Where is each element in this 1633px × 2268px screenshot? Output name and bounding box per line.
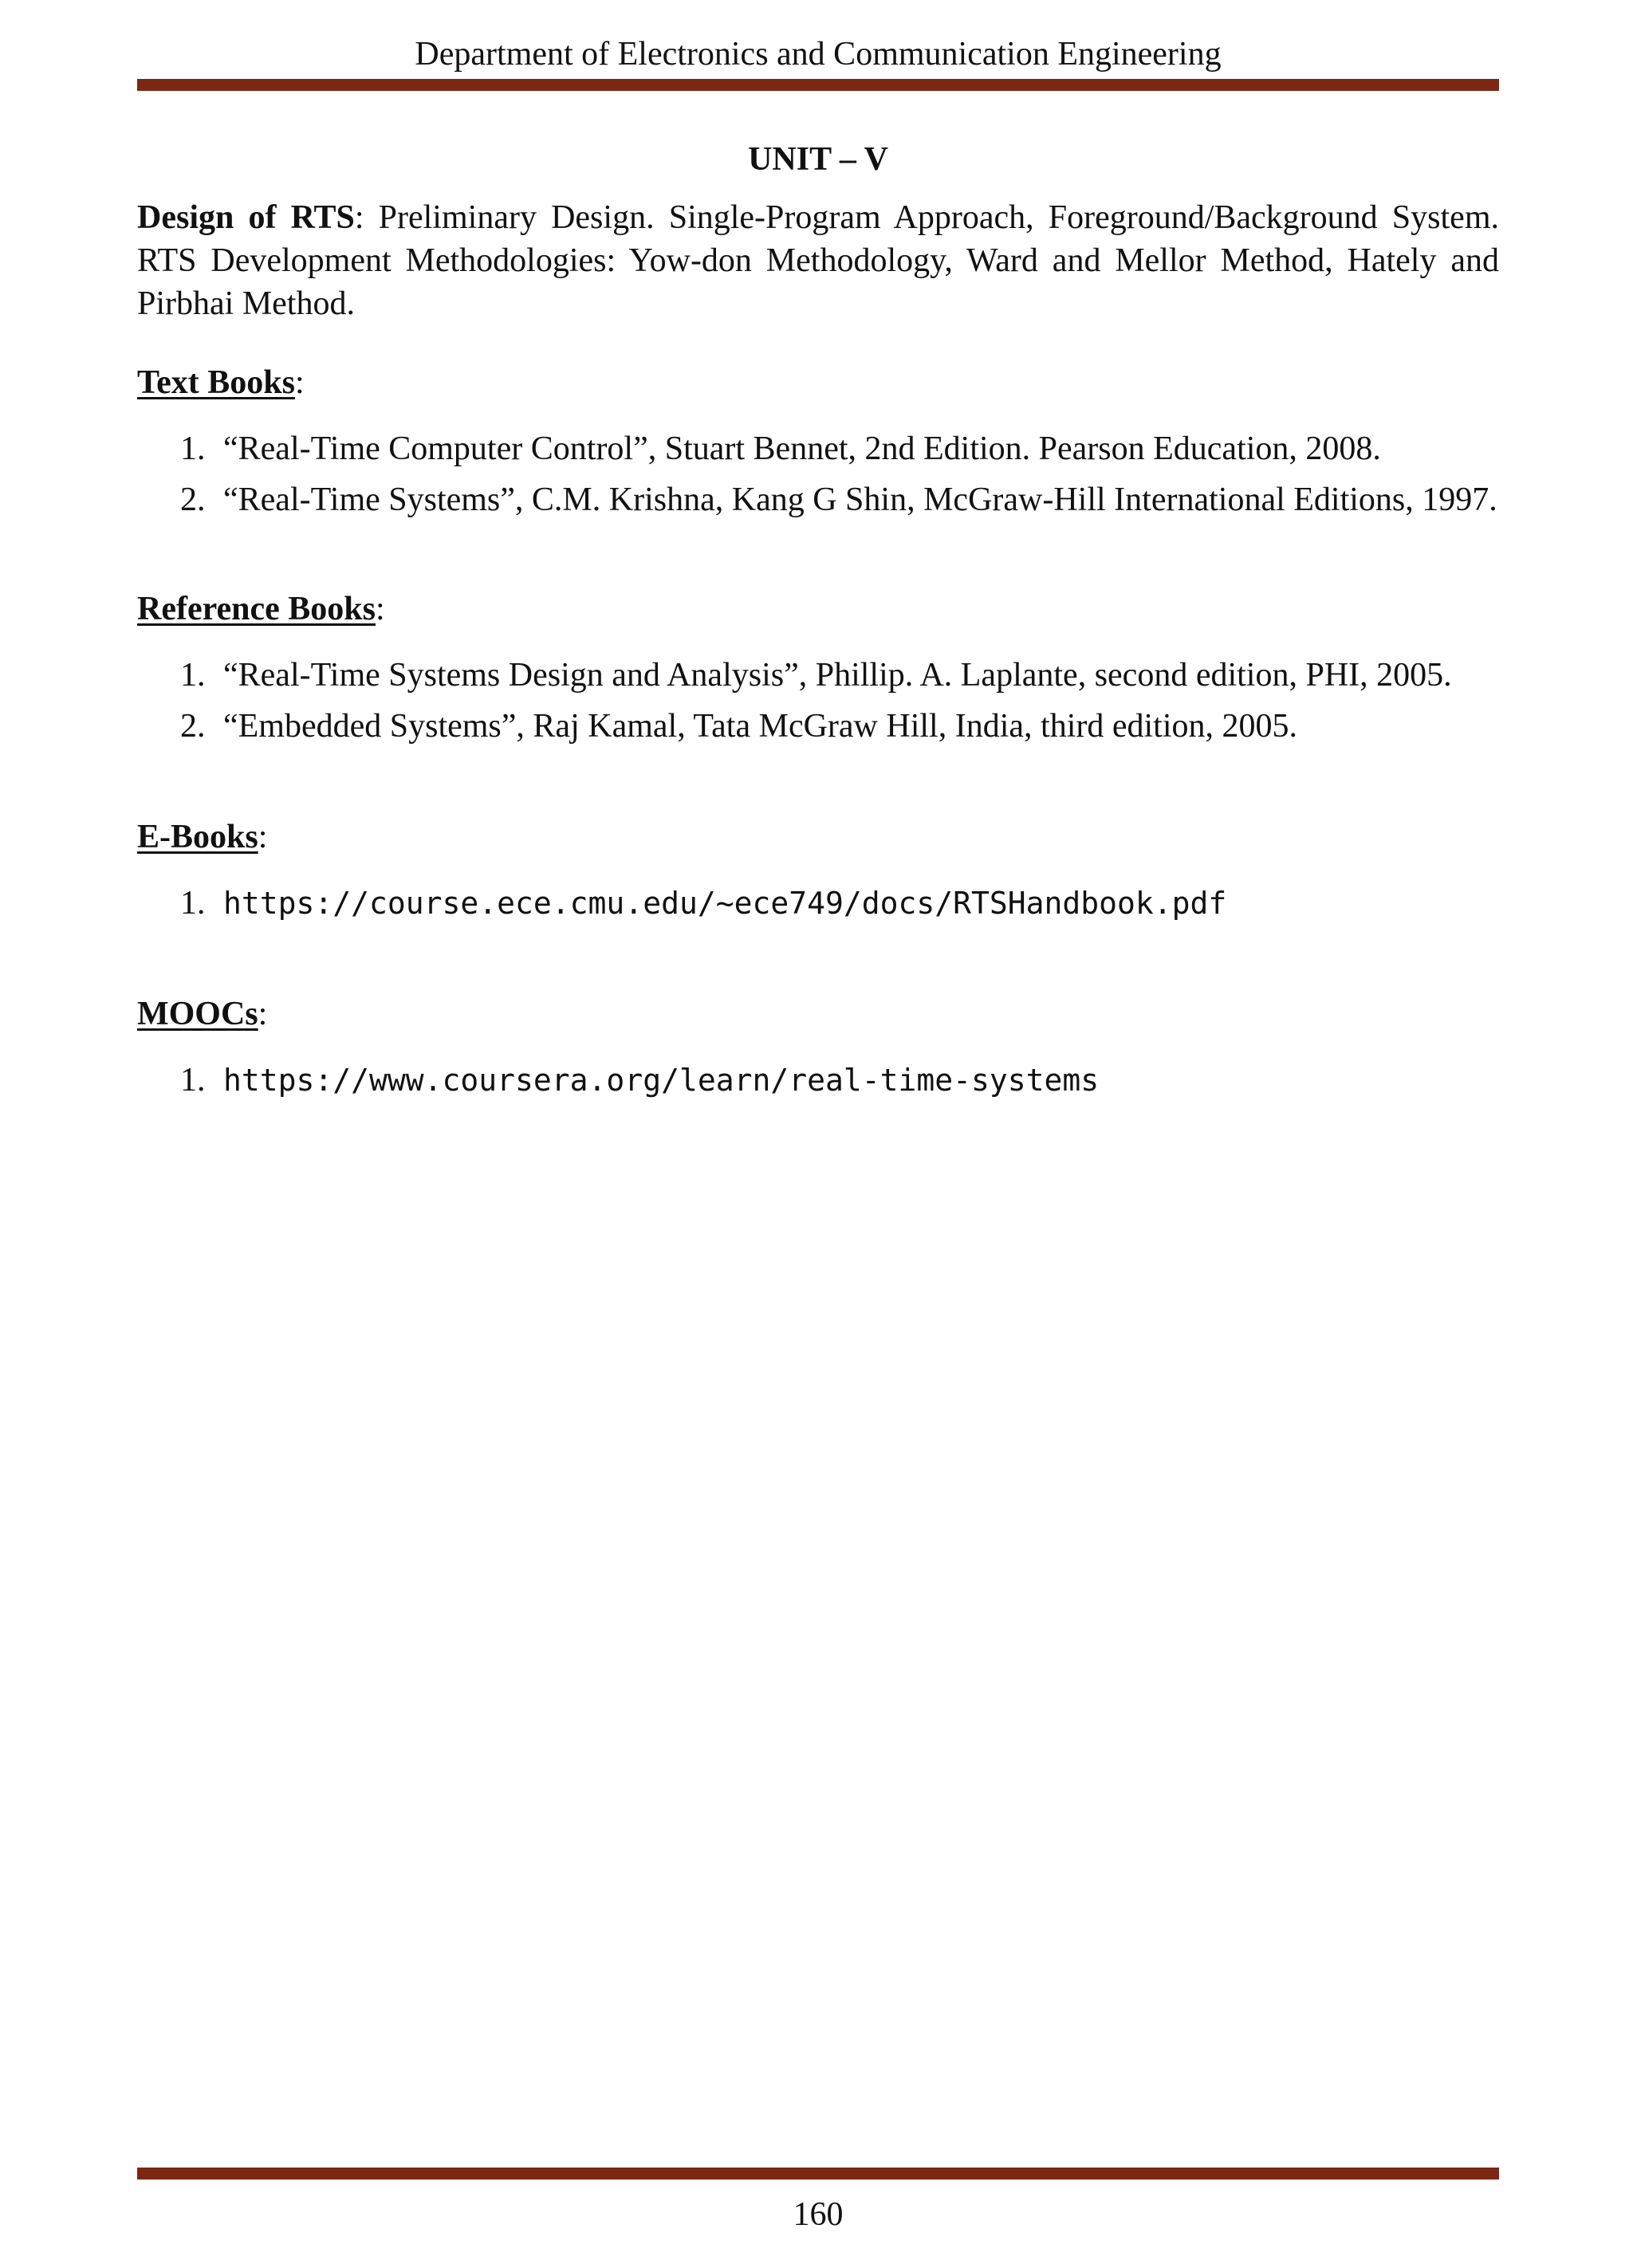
list-item [137,705,1499,748]
heading-colon: : [375,591,385,627]
reference-books-heading [137,585,1499,633]
text-books-list [137,427,1499,521]
page-number: 160 [793,2196,844,2233]
text-books-heading-label: Text Books [137,364,296,401]
list-item [137,478,1499,521]
footer-rule [137,2168,1499,2180]
header-rule [137,79,1499,91]
item-text: “Embedded Systems”, Raj Kamal, Tata McGraw Hill, India, third edition, 2005. [223,708,1297,745]
list-item [137,654,1499,697]
item-text: “Real-Time Systems Design and Analysis”, Phillip. A. Laplante, second edition, PHI, 2005. [223,657,1452,694]
reference-books-list [137,654,1499,748]
list-item [137,427,1499,470]
e-books-heading-label: E-Books [137,819,258,855]
item-text: “Real-Time Computer Control”, Stuart Bennet, 2nd Edition. Pearson Education, 2008. [223,430,1381,467]
item-number: 2. [180,708,206,745]
moocs-heading [137,990,1499,1038]
e-book-link[interactable]: https://course.ece.cmu.edu/~ece749/docs/RTSHandbook.pdf [223,886,1227,921]
e-books-list [137,882,1499,925]
reference-books-heading-label: Reference Books [137,591,376,627]
text-books-heading [137,359,1499,407]
mooc-link[interactable]: https://www.coursera.org/learn/real-time-systems [223,1063,1100,1098]
list-item [137,1059,1499,1102]
unit-title: UNIT – V [748,141,888,178]
topic-text: : Preliminary Design. Single-Program Approach, Foreground/Background System. RTS Development Methodologies: Yow-don Methodology, Ward and Mellor Method, Hately and Pirbhai Method. [137,199,1499,322]
item-number: 1. [180,430,206,467]
item-number: 1. [180,1062,206,1099]
heading-colon: : [258,996,268,1032]
page-content [137,136,1499,1102]
unit-syllabus-paragraph [137,196,1499,325]
heading-colon: : [258,819,268,855]
item-number: 2. [180,482,206,518]
page-header: Department of Electronics and Communication Engineering [415,36,1222,73]
item-number: 1. [180,885,206,922]
moocs-heading-label: MOOCs [137,996,258,1032]
heading-colon: : [295,364,305,401]
topic-label: Design of RTS [137,199,355,236]
item-text: “Real-Time Systems”, C.M. Krishna, Kang G Shin, McGraw-Hill International Editions, 1997. [223,482,1497,518]
list-item [137,882,1499,925]
moocs-list [137,1059,1499,1102]
e-books-heading [137,813,1499,861]
item-number: 1. [180,657,206,694]
